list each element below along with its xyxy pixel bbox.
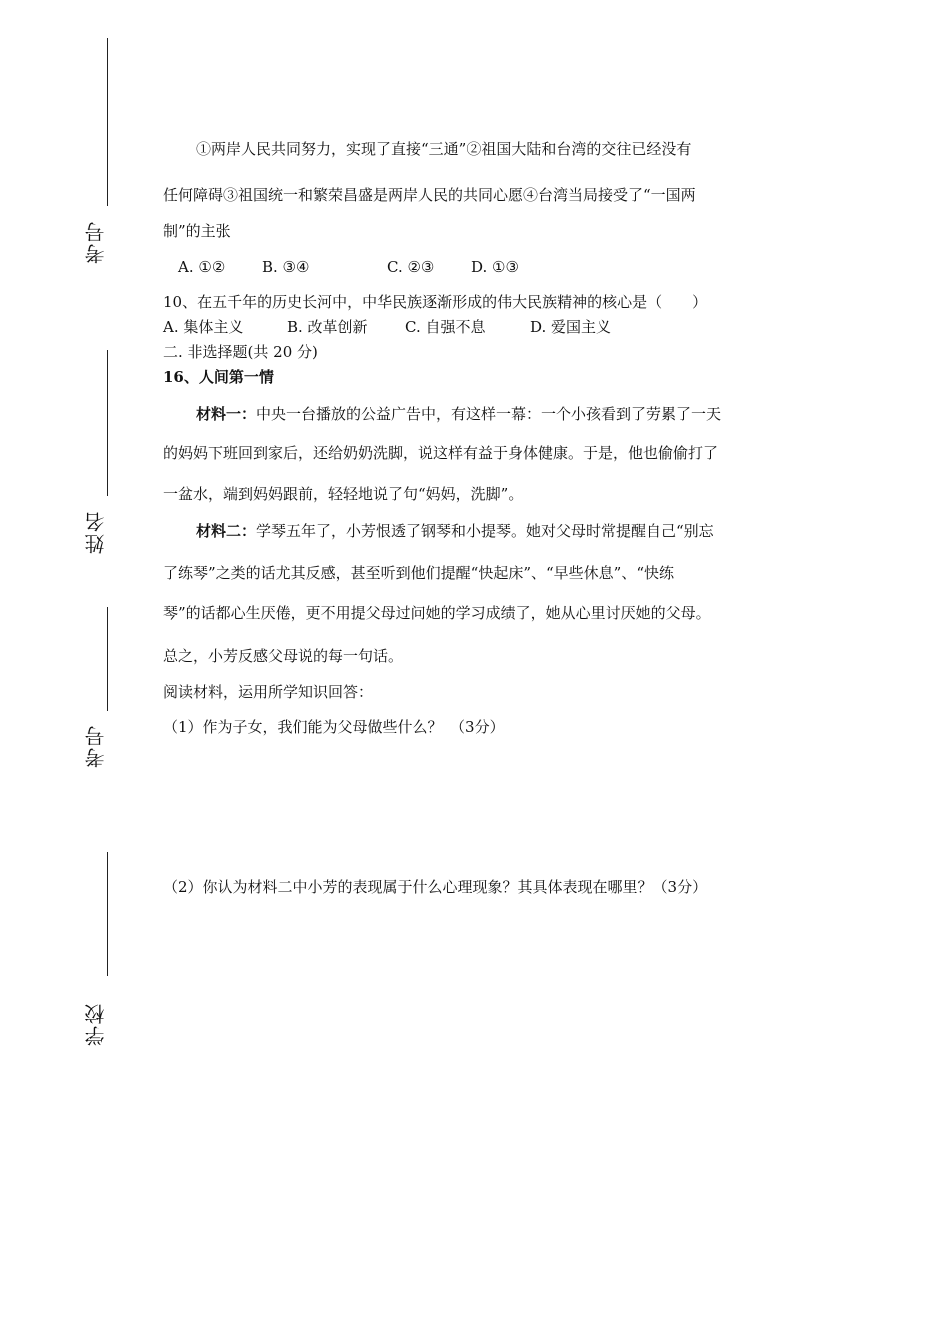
margin-line [107,852,108,976]
material-1-label: 材料一： [196,405,257,423]
q10-option-d: D. 爱国主义 [530,318,612,336]
q10-option-b: B. 改革创新 [287,318,368,336]
margin-line [107,607,108,711]
q9-stem-line: ①两岸人民共同努力，实现了直接“三通”②祖国大陆和台湾的交往已经没有 [196,140,692,158]
material-1-text: 中央一台播放的公益广告中，有这样一幕：一个小孩看到了劳累了一天 [256,405,722,423]
q9-option-b: B. ③④ [262,258,310,276]
margin-line [107,350,108,496]
q9-option-c: C. ②③ [387,258,435,276]
q9-stem-line: 制”的主张 [163,222,231,240]
material-1-line: 一盆水，端到妈妈跟前，轻轻地说了句“妈妈，洗脚”。 [163,485,524,503]
material-1-first-line [196,404,721,424]
q9-option-a: A. ①② [178,258,226,276]
q16-sub-question-1: （1）作为子女，我们能为父母做些什么？ （3分） [163,718,505,736]
q10-option-c: C. 自强不息 [405,318,486,336]
q16-sub-question-2: （2）你认为材料二中小芳的表现属于什么心理现象？其具体表现在哪里？（3分） [163,878,708,896]
material-2-label: 材料二： [196,522,257,540]
margin-label-name: 姓名 [84,510,108,554]
q16-instruction: 阅读材料，运用所学知识回答： [163,683,374,701]
q9-option-d: D. ①③ [471,258,519,276]
q16-title: 16、人间第一情 [163,368,274,386]
material-2-text: 学琴五年了，小芳恨透了钢琴和小提琴。她对父母时常提醒自己“别忘 [256,522,714,540]
margin-label-exam-number: 考号 [84,220,108,264]
margin-line [107,38,108,206]
material-2-line: 总之，小芳反感父母说的每一句话。 [163,647,404,665]
q10-option-a: A. 集体主义 [163,318,244,336]
material-2-line: 琴”的话都心生厌倦，更不用提父母过问她的学习成绩了，她从心里讨厌她的父母。 [163,604,711,622]
material-2-line: 了练琴”之类的话尤其反感，甚至听到他们提醒“快起床”、“早些休息”、“快练 [163,564,675,582]
margin-label-school: 学校 [84,1002,108,1046]
q9-stem-line: 任何障碍③祖国统一和繁荣昌盛是两岸人民的共同心愿④台湾当局接受了“一国两 [163,186,696,204]
material-1-line: 的妈妈下班回到家后，还给奶奶洗脚，说这样有益于身体健康。于是，他也偷偷打了 [163,444,719,462]
margin-label-exam-number-2: 考号 [84,724,108,768]
q10-stem: 10、在五千年的历史长河中，中华民族逐渐形成的伟大民族精神的核心是（ ） [163,293,708,311]
material-2-first-line [196,521,714,541]
section-heading: 二. 非选择题(共 20 分) [163,343,318,361]
